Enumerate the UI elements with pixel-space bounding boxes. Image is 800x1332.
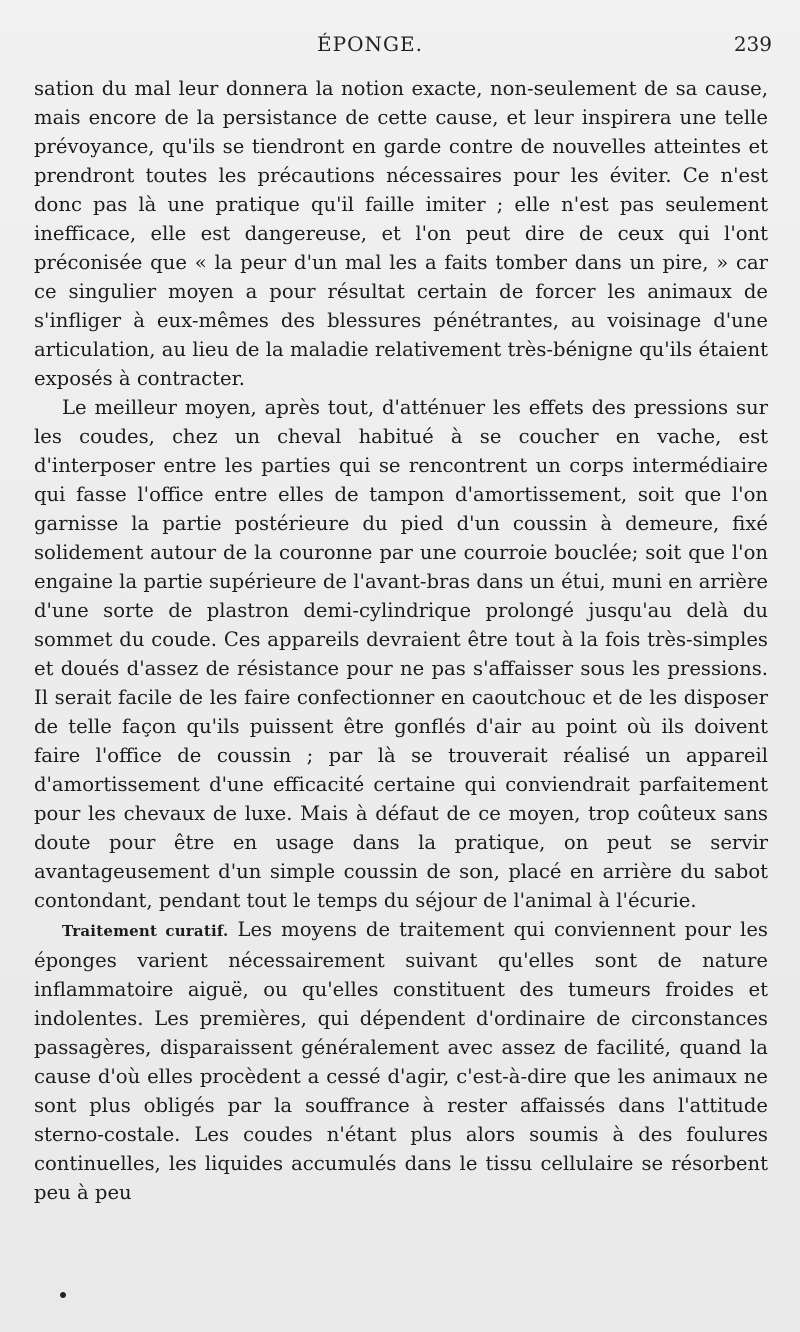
paragraph-curative-treatment bbox=[34, 915, 768, 1207]
section-run-in-heading: Traitement curatif. bbox=[62, 922, 229, 940]
paragraph-text: Le meilleur moyen, après tout, d'atténuer les effets des pressions sur les coudes, chez un cheval habitué à se coucher en vache, est d'interposer entre les parties qui se rencontrent un corps intermédiaire qui fasse l'office entre elles de tampon d'amortissement, soit que l'on garnisse la partie postérieure du pied d'un coussin à demeure, fixé solidement autour de la couronne par une courroie bouclée; soit que l'on engaine la partie supérieure de l'avant-bras dans un étui, muni en arrière d'une sorte de plastron demi-cylindrique prolongé jusqu'au delà du sommet du coude. Ces appareils devraient être tout à la fois très-simples et doués d'assez de résistance pour ne pas s'affaisser sous les pressions. Il serait facile de les faire confectionner en caoutchouc et de les disposer de telle façon qu'ils puissent être gonflés d'air au point où ils doivent faire l'office de coussin ; par là se trouverait réalisé un appareil d'amortissement d'une efficacité certaine qui conviendrait parfaitement pour les chevaux de luxe. Mais à défaut de ce moyen, trop coûteux sans doute pour être en usage dans la pratique, on peut se servir avantageusement d'un simple coussin de son, placé en arrière du sabot contondant, pendant tout le temps du séjour de l'animal à l'écurie. bbox=[34, 396, 768, 912]
paragraph-text: sation du mal leur donnera la notion exacte, non-seulement de sa cause, mais encore de la persistance de cette cause, et leur inspirera une telle prévoyance, qu'ils se tiendront en garde contre de nouvelles atteintes et prendront toutes les précautions nécessaires pour les éviter. Ce n'est donc pas là une pratique qu'il faille imiter ; elle n'est pas seulement inefficace, elle est dangereuse, et l'on peut dire de ceux qui l'ont préconisée que « la peur d'un mal les a faits tomber dans un pire, » car ce singulier moyen a pour résultat certain de forcer les animaux de s'infliger à eux-mêmes des blessures pénétrantes, au voisinage d'une articulation, au lieu de la maladie relativement très-bénigne qu'ils étaient exposés à contracter. bbox=[34, 77, 768, 390]
paragraph-continuation bbox=[34, 74, 768, 393]
ink-dot-mark bbox=[60, 1292, 66, 1298]
running-title: ÉPONGE. bbox=[317, 32, 423, 56]
body-text bbox=[34, 74, 768, 1207]
paragraph-preventive-measures bbox=[34, 393, 768, 915]
page-number: 239 bbox=[733, 32, 772, 56]
running-head bbox=[30, 32, 772, 60]
paragraph-text: Les moyens de traitement qui conviennent pour les éponges varient nécessairement suivant qu'elles sont de nature inflammatoire aiguë, ou qu'elles constituent des tumeurs froides et indolentes. Les premières, qui dépendent d'ordinaire de circonstances passagères, disparaissent généralement avec assez de facilité, quand la cause d'où elles procèdent a cessé d'agir, c'est-à-dire que les animaux ne sont plus obligés par la souffrance à rester affaissés dans l'attitude sterno-costale. Les coudes n'étant plus alors soumis à des foulures continuelles, les liquides accumulés dans le tissu cellulaire se résorbent peu à peu bbox=[34, 918, 768, 1204]
